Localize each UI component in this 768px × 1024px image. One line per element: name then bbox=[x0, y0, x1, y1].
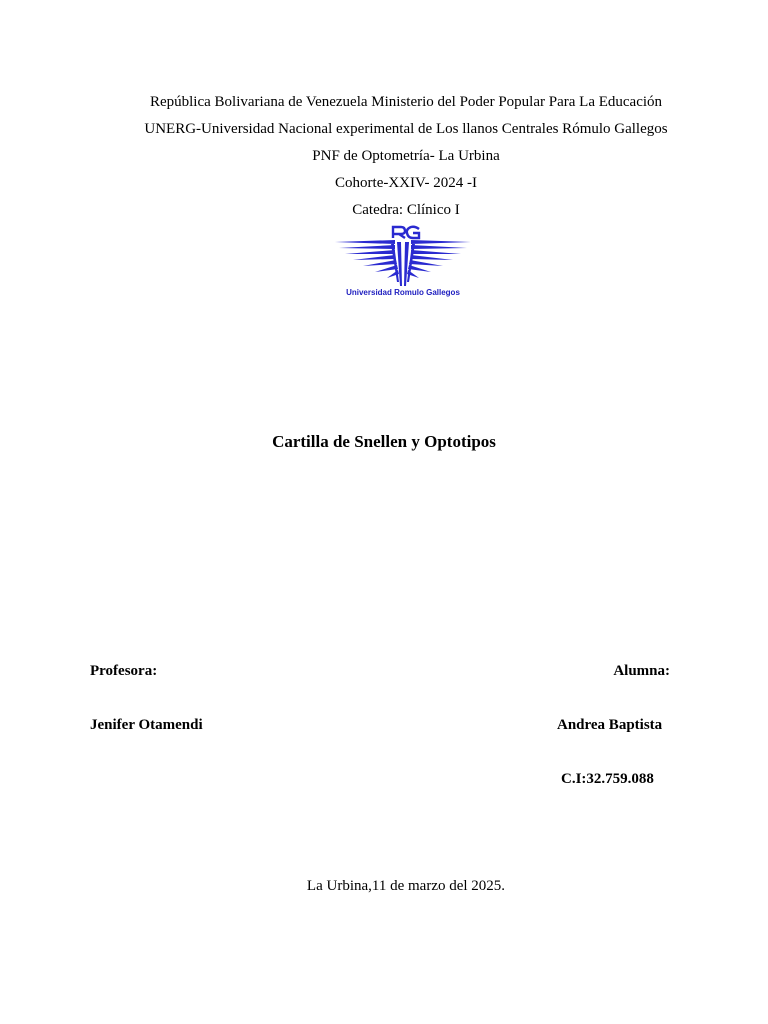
student-label: Alumna: bbox=[613, 663, 670, 679]
date-line: La Urbina,11 de marzo del 2025. bbox=[306, 878, 506, 894]
header-line-program: PNF de Optometría- La Urbina bbox=[312, 148, 500, 164]
logo-caption: Universidad Romulo Gallegos bbox=[346, 288, 460, 297]
student-id: C.I:32.759.088 bbox=[561, 771, 654, 787]
university-emblem-icon bbox=[331, 224, 475, 288]
teacher-name: Jenifer Otamendi bbox=[90, 717, 203, 733]
document-title: Cartilla de Snellen y Optotipos bbox=[272, 432, 496, 451]
header-line-cohort: Cohorte-XXIV- 2024 -I bbox=[335, 175, 477, 191]
header-line-university: UNERG-Universidad Nacional experimental de Los llanos Centrales Rómulo Gallegos bbox=[144, 121, 668, 137]
header-line-subject: Catedra: Clínico I bbox=[352, 202, 460, 218]
teacher-label: Profesora: bbox=[90, 663, 158, 679]
header-line-ministry: República Bolivariana de Venezuela Ministerio del Poder Popular Para La Educación bbox=[149, 94, 663, 110]
student-name: Andrea Baptista bbox=[557, 717, 663, 733]
